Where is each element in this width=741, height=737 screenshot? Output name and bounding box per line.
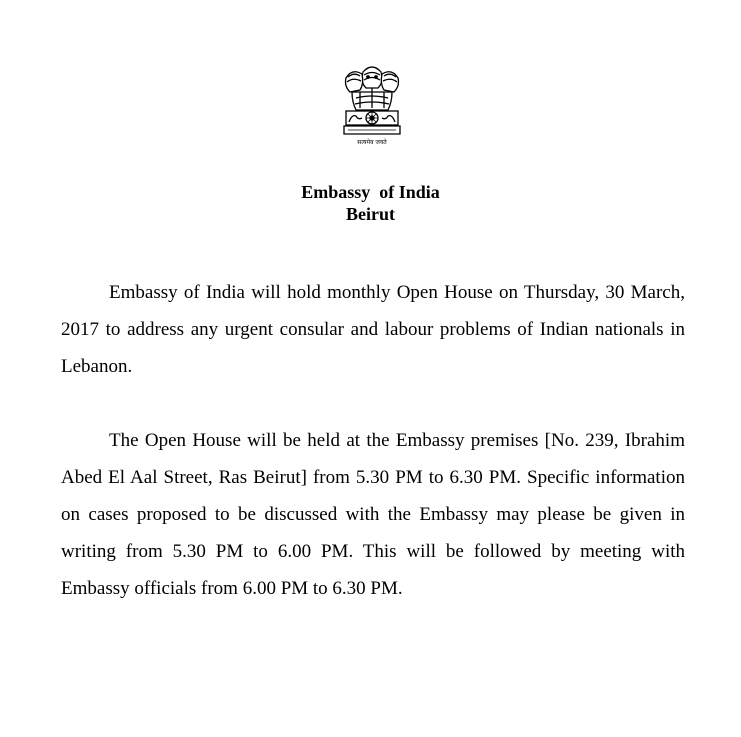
emblem-motto: सत्यमेव जयते (357, 139, 387, 146)
letterhead-title (0, 181, 741, 225)
body-paragraph-1 (61, 274, 685, 385)
paragraph-text: The Open House will be held at the Embassy premises [No. 239, Ibrahim Abed El Aal Street, Ras Beirut] from 5.30 PM to 6.30 PM. Specific information on cases proposed to be discussed with the Embassy may please be given in writing from 5.30 PM to 6.00 PM. This will be followed by meeting with Embassy officials from 6.00 PM to 6.30 PM. (61, 430, 685, 599)
heading-line-city: Beirut (346, 204, 395, 224)
body-paragraph-2 (61, 422, 685, 607)
heading-line-embassy: Embassy of India (301, 182, 440, 202)
paragraph-text: Embassy of India will hold monthly Open House on Thursday, 30 March, 2017 to address any urgent consular and labour problems of Indian nationals in Lebanon. (61, 282, 685, 377)
